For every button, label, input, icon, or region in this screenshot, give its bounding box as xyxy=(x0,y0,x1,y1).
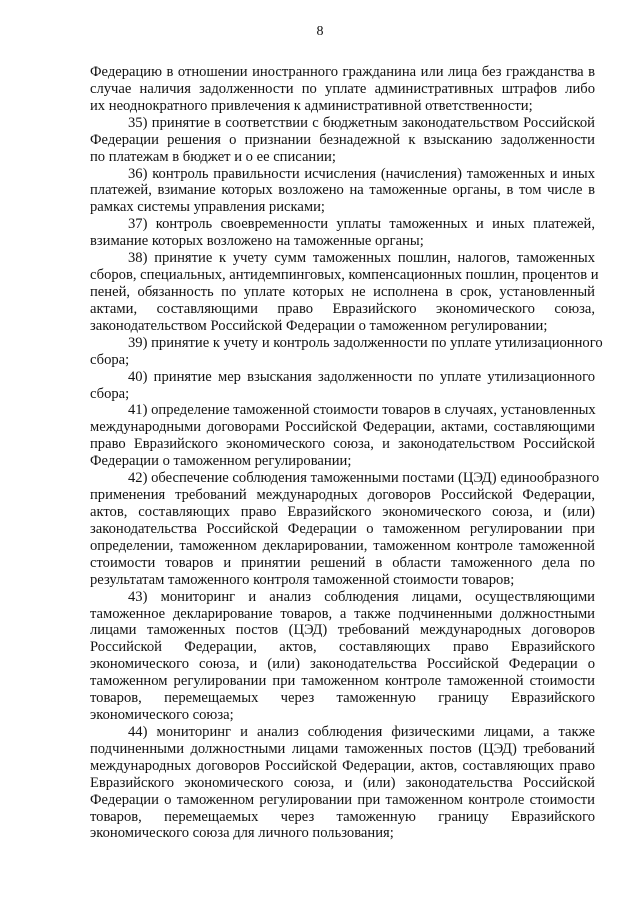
text-line: актов, составляющих право Евразийского экономического союза, и (или) xyxy=(90,503,595,520)
text-line: 43) мониторинг и анализ соблюдения лицами, осуществляющими xyxy=(128,588,595,605)
text-line: 42) обеспечение соблюдения таможенными постами (ЦЭД) единообразного xyxy=(128,470,600,487)
text-line: платежей, взимание которых возложено на таможенные органы, в том числе в xyxy=(90,182,595,199)
text-line: товаров, перемещаемых через таможенную границу Евразийского xyxy=(90,808,595,825)
text-line: право Евразийского экономического союза, и законодательством Российской xyxy=(90,436,595,453)
text-line: 35) принятие в соответствии с бюджетным законодательством Российской xyxy=(128,114,595,131)
text-line: 37) контроль своевременности уплаты таможенных и иных платежей, xyxy=(128,216,595,233)
text-line: международными договорами Российской Федерации, актами, составляющими xyxy=(90,419,595,436)
text-line: Российской Федерации, актов, составляющих право Евразийского xyxy=(90,639,595,656)
text-line: Федерацию в отношении иностранного гражданина или лица без гражданства в xyxy=(90,64,595,80)
paragraph xyxy=(90,64,595,115)
text-line: сбора; xyxy=(90,351,130,368)
paragraph xyxy=(90,470,600,588)
text-line: 38) принятие к учету сумм таможенных пошлин, налогов, таможенных xyxy=(128,250,595,267)
text-line: 40) принятие мер взыскания задолженности по уплате утилизационного xyxy=(128,368,595,385)
paragraph xyxy=(90,369,595,403)
paragraph xyxy=(90,216,595,250)
text-line: актами, составляющими право Евразийского экономического союза, xyxy=(90,300,595,317)
text-line: применения требований международных договоров Российской Федерации, xyxy=(90,487,595,504)
text-line: результатам таможенного контроля таможенной стоимости товаров; xyxy=(90,571,515,588)
text-line: пеней, обязанность по уплате которых не исполнена в срок, установленный xyxy=(90,283,595,300)
text-line: стоимости товаров и принятии решений в области таможенного дела по xyxy=(90,554,595,571)
text-line: сбора; xyxy=(90,385,130,402)
text-line: 44) мониторинг и анализ соблюдения физическими лицами, а также xyxy=(128,723,595,740)
text-line: товаров, перемещаемых через таможенную границу Евразийского xyxy=(90,690,595,707)
text-line: таможенное декларирование товаров, а также подчиненными должностными xyxy=(90,605,595,622)
paragraph xyxy=(90,589,595,724)
text-line: законодательства Российской Федерации о таможенном регулировании при xyxy=(90,520,595,537)
text-line: экономического союза; xyxy=(90,707,234,724)
document-body xyxy=(90,64,603,842)
paragraph xyxy=(90,115,595,166)
text-line: определении, таможенном декларировании, таможенном контроле таможенной xyxy=(90,537,595,554)
text-line: подчиненными должностными лицами таможенных постов (ЦЭД) требований xyxy=(90,740,595,757)
text-line: Федерации решения о признании безнадежной к взысканию задолженности xyxy=(90,131,595,148)
paragraph xyxy=(90,334,603,369)
text-line: экономического союза, и (или) законодательства Российской Федерации о xyxy=(90,656,595,673)
paragraph xyxy=(90,166,595,217)
text-line: Федерации о таможенном регулировании; xyxy=(90,453,352,470)
paragraph xyxy=(90,402,595,470)
text-line: 36) контроль правильности исчисления (начисления) таможенных и иных xyxy=(128,165,595,182)
paragraph xyxy=(90,250,599,335)
text-line: законодательством Российской Федерации о таможенном регулировании; xyxy=(90,317,548,334)
text-line: Федерации о таможенном регулировании при таможенном контроле стоимости xyxy=(90,791,595,808)
text-line: экономического союза для личного пользования; xyxy=(90,825,394,842)
text-line: Евразийского экономического союза, и (или) законодательства Российской xyxy=(90,774,595,791)
text-line: таможенном регулировании при таможенном контроле таможенной стоимости xyxy=(90,673,595,690)
text-line: 39) принятие к учету и контроль задолженности по уплате утилизационного xyxy=(128,334,603,351)
text-line: рамках системы управления рисками; xyxy=(90,199,325,216)
text-line: случае наличия задолженности по уплате административных штрафов либо xyxy=(90,80,595,97)
paragraph xyxy=(90,724,595,842)
text-line: взимание которых возложено на таможенные органы; xyxy=(90,233,424,250)
page-number: 8 xyxy=(316,24,324,39)
text-line: 41) определение таможенной стоимости товаров в случаях, установленных xyxy=(128,402,596,419)
text-line: лицами таможенных постов (ЦЭД) требований международных договоров xyxy=(90,622,595,639)
text-line: международных договоров Российской Федерации, актов, составляющих право xyxy=(90,757,595,774)
text-line: их неоднократного привлечения к административной ответственности; xyxy=(90,97,533,114)
text-line: по платежам в бюджет и о ее списании; xyxy=(90,148,336,165)
text-line: сборов, специальных, антидемпинговых, компенсационных пошлин, процентов и xyxy=(90,267,599,284)
